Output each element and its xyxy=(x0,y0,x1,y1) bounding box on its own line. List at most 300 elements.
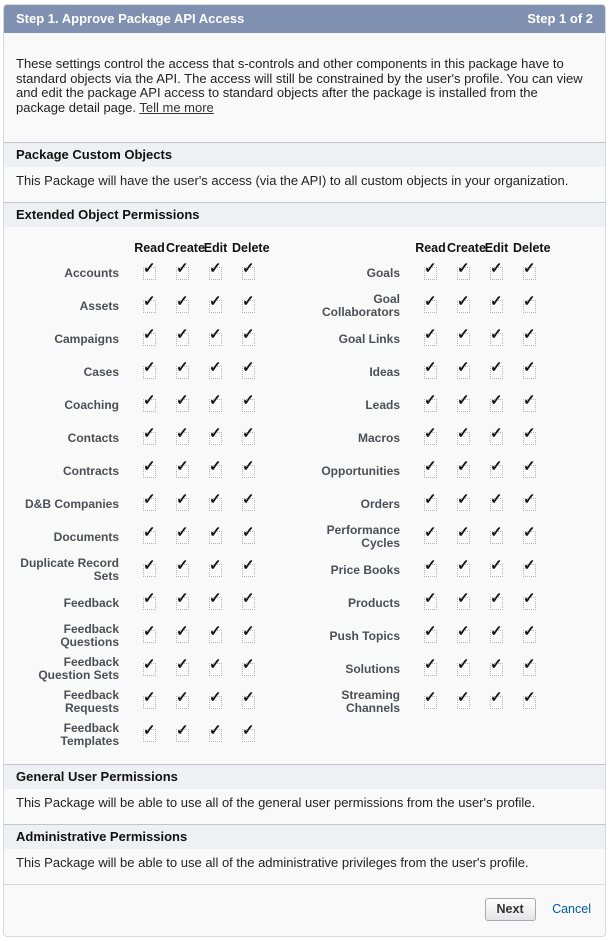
permission-cell xyxy=(166,521,199,554)
checkbox-checked-icon xyxy=(424,655,437,676)
permission-cell xyxy=(480,455,513,488)
checkbox-checked-icon xyxy=(490,325,503,346)
package-custom-objects-text: This Package will have the user's access (via the API) to all custom objects in your organization. xyxy=(16,172,569,188)
step-title-bar xyxy=(4,5,605,33)
checkbox-checked-icon xyxy=(490,688,503,709)
permission-row xyxy=(302,587,546,620)
checkbox-checked-icon xyxy=(209,523,222,544)
checkmark-icon: ✓ xyxy=(143,589,156,607)
permission-cell xyxy=(513,554,546,587)
object-label: Solutions xyxy=(345,661,400,676)
checkbox-checked-icon xyxy=(523,391,536,412)
checkmark-icon: ✓ xyxy=(209,259,222,277)
permission-cell xyxy=(232,323,265,356)
object-label: Goal Links xyxy=(338,331,400,346)
permission-cell xyxy=(480,323,513,356)
permission-cell xyxy=(166,422,199,455)
permission-cell xyxy=(199,290,232,323)
object-label: Goals xyxy=(366,265,400,280)
checkbox-checked-icon xyxy=(209,688,222,709)
checkbox-checked-icon xyxy=(424,358,437,379)
permission-cell xyxy=(513,455,546,488)
checkmark-icon: ✓ xyxy=(143,523,156,541)
permission-cell xyxy=(480,587,513,620)
permission-cell xyxy=(199,323,232,356)
checkbox-checked-icon xyxy=(242,391,255,412)
checkbox-checked-icon xyxy=(176,721,189,742)
tell-me-more-link[interactable]: Tell me more xyxy=(139,100,214,116)
checkmark-icon: ✓ xyxy=(176,457,189,475)
object-label: Orders xyxy=(360,496,400,511)
checkmark-icon: ✓ xyxy=(176,490,189,508)
checkmark-icon: ✓ xyxy=(209,457,222,475)
checkbox-checked-icon xyxy=(143,424,156,445)
checkmark-icon: ✓ xyxy=(242,490,255,508)
extended-object-permissions-grid xyxy=(4,227,605,764)
permission-cell xyxy=(133,257,166,290)
permission-row xyxy=(16,719,265,752)
checkbox-checked-icon xyxy=(242,655,255,676)
checkmark-icon: ✓ xyxy=(176,622,189,640)
checkmark-icon: ✓ xyxy=(242,721,255,739)
permission-cell xyxy=(133,389,166,422)
permission-cell xyxy=(166,488,199,521)
permission-cell xyxy=(199,521,232,554)
checkmark-icon: ✓ xyxy=(176,523,189,541)
checkbox-checked-icon xyxy=(143,325,156,346)
permissions-grid-right xyxy=(302,235,551,752)
checkmark-icon: ✓ xyxy=(242,424,255,442)
checkbox-checked-icon xyxy=(242,457,255,478)
permission-cell xyxy=(447,686,480,719)
permission-cell xyxy=(447,554,480,587)
checkbox-checked-icon xyxy=(242,688,255,709)
checkbox-checked-icon xyxy=(143,292,156,313)
permission-cell xyxy=(166,290,199,323)
checkmark-icon: ✓ xyxy=(242,325,255,343)
checkmark-icon: ✓ xyxy=(457,358,470,376)
checkmark-icon: ✓ xyxy=(209,655,222,673)
checkbox-checked-icon xyxy=(176,556,189,577)
checkbox-checked-icon xyxy=(424,589,437,610)
checkmark-icon: ✓ xyxy=(523,589,536,607)
checkbox-checked-icon xyxy=(457,325,470,346)
footer-action-bar xyxy=(4,884,605,936)
next-button[interactable]: Next xyxy=(485,898,536,921)
permission-cell xyxy=(199,257,232,290)
checkbox-checked-icon xyxy=(490,457,503,478)
checkbox-checked-icon xyxy=(209,292,222,313)
permission-row xyxy=(302,455,546,488)
checkmark-icon: ✓ xyxy=(143,457,156,475)
checkmark-icon: ✓ xyxy=(523,259,536,277)
permission-cell xyxy=(480,686,513,719)
permission-cell xyxy=(133,323,166,356)
checkbox-checked-icon xyxy=(490,292,503,313)
checkmark-icon: ✓ xyxy=(523,457,536,475)
checkmark-icon: ✓ xyxy=(424,655,437,673)
permission-cell xyxy=(447,389,480,422)
checkbox-checked-icon xyxy=(424,622,437,643)
checkmark-icon: ✓ xyxy=(424,589,437,607)
checkbox-checked-icon xyxy=(424,556,437,577)
permission-cell xyxy=(166,356,199,389)
permission-row xyxy=(302,257,546,290)
column-header-read: Read xyxy=(415,240,446,255)
permission-cell xyxy=(166,686,199,719)
checkmark-icon: ✓ xyxy=(424,259,437,277)
checkmark-icon: ✓ xyxy=(424,490,437,508)
permission-row xyxy=(16,422,265,455)
permission-cell xyxy=(133,422,166,455)
checkbox-checked-icon xyxy=(523,325,536,346)
checkbox-checked-icon xyxy=(490,358,503,379)
checkmark-icon: ✓ xyxy=(490,391,503,409)
checkbox-checked-icon xyxy=(209,325,222,346)
permission-cell xyxy=(414,356,447,389)
permission-cell xyxy=(232,290,265,323)
column-header-read: Read xyxy=(134,240,165,255)
checkbox-checked-icon xyxy=(143,622,156,643)
section-header-package-custom-objects: Package Custom Objects xyxy=(4,142,605,167)
object-label: Macros xyxy=(357,430,400,445)
checkbox-checked-icon xyxy=(490,259,503,280)
checkmark-icon: ✓ xyxy=(143,259,156,277)
permission-cell xyxy=(513,620,546,653)
checkmark-icon: ✓ xyxy=(176,292,189,310)
checkmark-icon: ✓ xyxy=(424,622,437,640)
permission-cell xyxy=(447,290,480,323)
permission-cell xyxy=(232,257,265,290)
checkmark-icon: ✓ xyxy=(209,523,222,541)
checkmark-icon: ✓ xyxy=(490,457,503,475)
permission-cell xyxy=(513,356,546,389)
object-label: Coaching xyxy=(64,397,119,412)
permission-cell xyxy=(199,455,232,488)
permission-cell xyxy=(414,653,447,686)
checkmark-icon: ✓ xyxy=(209,490,222,508)
permission-row xyxy=(16,389,265,422)
section-header-general-user-permissions: General User Permissions xyxy=(4,764,605,789)
checkmark-icon: ✓ xyxy=(176,655,189,673)
checkbox-checked-icon xyxy=(457,292,470,313)
permission-row xyxy=(16,455,265,488)
checkbox-checked-icon xyxy=(490,556,503,577)
intro-text: These settings control the access that s-controls and other components in this package have to standard objects via the API. The access will still be constrained by the user's profile. You can view and edit the package API access to standard objects after the package is installed from the package detail page. xyxy=(16,56,583,116)
checkbox-checked-icon xyxy=(242,523,255,544)
checkbox-checked-icon xyxy=(457,655,470,676)
column-header-create: Create xyxy=(166,240,205,255)
permission-row xyxy=(16,620,265,653)
checkbox-checked-icon xyxy=(209,589,222,610)
checkmark-icon: ✓ xyxy=(523,391,536,409)
permission-cell xyxy=(232,554,265,587)
permission-cell xyxy=(232,521,265,554)
checkmark-icon: ✓ xyxy=(523,490,536,508)
object-label: Accounts xyxy=(64,265,119,280)
checkmark-icon: ✓ xyxy=(424,523,437,541)
permission-row xyxy=(302,554,546,587)
permission-cell xyxy=(513,653,546,686)
checkmark-icon: ✓ xyxy=(143,556,156,574)
object-label: Documents xyxy=(53,529,119,544)
object-label: D&B Companies xyxy=(24,496,119,511)
checkbox-checked-icon xyxy=(523,490,536,511)
checkbox-checked-icon xyxy=(523,358,536,379)
permission-cell xyxy=(199,686,232,719)
checkmark-icon: ✓ xyxy=(523,358,536,376)
permission-row xyxy=(16,587,265,620)
checkbox-checked-icon xyxy=(143,358,156,379)
permission-cell xyxy=(232,719,265,752)
permission-cell xyxy=(414,455,447,488)
permission-cell xyxy=(133,356,166,389)
checkmark-icon: ✓ xyxy=(490,358,503,376)
checkmark-icon: ✓ xyxy=(523,622,536,640)
checkmark-icon: ✓ xyxy=(490,490,503,508)
permission-row xyxy=(16,554,265,587)
permission-cell xyxy=(480,620,513,653)
permission-row xyxy=(302,488,546,521)
permission-cell xyxy=(133,620,166,653)
permission-cell xyxy=(199,422,232,455)
checkbox-checked-icon xyxy=(242,358,255,379)
permission-cell xyxy=(513,686,546,719)
checkmark-icon: ✓ xyxy=(143,391,156,409)
checkmark-icon: ✓ xyxy=(242,655,255,673)
permission-cell xyxy=(447,356,480,389)
checkmark-icon: ✓ xyxy=(424,688,437,706)
checkmark-icon: ✓ xyxy=(176,358,189,376)
permission-cell xyxy=(414,686,447,719)
checkbox-checked-icon xyxy=(143,259,156,280)
permission-cell xyxy=(166,389,199,422)
permission-cell xyxy=(480,554,513,587)
permission-row xyxy=(16,686,265,719)
column-header-edit: Edit xyxy=(484,240,509,255)
object-label: Performance Cycles xyxy=(326,523,400,551)
permission-row xyxy=(302,686,546,719)
permission-row xyxy=(302,620,546,653)
permission-cell xyxy=(232,389,265,422)
permission-cell xyxy=(166,587,199,620)
permission-cell xyxy=(166,653,199,686)
checkbox-checked-icon xyxy=(209,391,222,412)
permission-cell xyxy=(513,587,546,620)
permission-cell xyxy=(166,719,199,752)
object-label: Goal Collaborators xyxy=(321,292,400,320)
column-header-edit: Edit xyxy=(203,240,228,255)
checkbox-checked-icon xyxy=(143,556,156,577)
permission-cell xyxy=(232,488,265,521)
permission-cell xyxy=(232,455,265,488)
checkbox-checked-icon xyxy=(242,622,255,643)
checkmark-icon: ✓ xyxy=(457,325,470,343)
checkmark-icon: ✓ xyxy=(490,325,503,343)
checkbox-checked-icon xyxy=(176,259,189,280)
object-label: Products xyxy=(347,595,400,610)
permission-cell xyxy=(199,587,232,620)
administrative-permissions-text: This Package will be able to use all of the administrative privileges from the user's profile. xyxy=(16,854,529,870)
checkbox-checked-icon xyxy=(176,325,189,346)
checkmark-icon: ✓ xyxy=(424,457,437,475)
checkbox-checked-icon xyxy=(523,292,536,313)
permission-cell xyxy=(133,554,166,587)
permission-cell xyxy=(133,653,166,686)
checkbox-checked-icon xyxy=(176,589,189,610)
permission-cell xyxy=(166,620,199,653)
checkmark-icon: ✓ xyxy=(523,688,536,706)
column-header-create: Create xyxy=(447,240,486,255)
permission-row xyxy=(16,521,265,554)
object-label: Streaming Channels xyxy=(341,688,400,716)
wizard-panel xyxy=(3,4,606,937)
checkbox-checked-icon xyxy=(242,556,255,577)
permission-cell xyxy=(199,389,232,422)
permission-cell xyxy=(480,653,513,686)
permission-cell xyxy=(133,719,166,752)
checkbox-checked-icon xyxy=(209,721,222,742)
checkmark-icon: ✓ xyxy=(242,457,255,475)
permission-cell xyxy=(133,521,166,554)
checkmark-icon: ✓ xyxy=(143,292,156,310)
checkbox-checked-icon xyxy=(209,358,222,379)
permission-cell xyxy=(133,686,166,719)
object-label: Leads xyxy=(365,397,400,412)
object-label: Ideas xyxy=(369,364,400,379)
permission-cell xyxy=(513,323,546,356)
checkmark-icon: ✓ xyxy=(209,622,222,640)
permission-cell xyxy=(232,356,265,389)
permission-cell xyxy=(414,488,447,521)
permission-cell xyxy=(414,323,447,356)
checkmark-icon: ✓ xyxy=(424,292,437,310)
checkmark-icon: ✓ xyxy=(209,589,222,607)
checkbox-checked-icon xyxy=(143,589,156,610)
checkmark-icon: ✓ xyxy=(242,292,255,310)
checkmark-icon: ✓ xyxy=(143,721,156,739)
checkbox-checked-icon xyxy=(209,556,222,577)
checkbox-checked-icon xyxy=(523,424,536,445)
checkmark-icon: ✓ xyxy=(143,490,156,508)
object-label: Contacts xyxy=(67,430,119,445)
checkbox-checked-icon xyxy=(523,457,536,478)
permission-cell xyxy=(166,554,199,587)
checkmark-icon: ✓ xyxy=(490,259,503,277)
checkbox-checked-icon xyxy=(490,490,503,511)
checkmark-icon: ✓ xyxy=(457,292,470,310)
checkmark-icon: ✓ xyxy=(490,622,503,640)
checkbox-checked-icon xyxy=(176,292,189,313)
checkbox-checked-icon xyxy=(523,556,536,577)
checkbox-checked-icon xyxy=(424,490,437,511)
checkmark-icon: ✓ xyxy=(176,424,189,442)
checkmark-icon: ✓ xyxy=(209,391,222,409)
checkbox-checked-icon xyxy=(457,358,470,379)
permission-cell xyxy=(414,554,447,587)
permission-cell xyxy=(414,521,447,554)
checkbox-checked-icon xyxy=(457,688,470,709)
permission-cell xyxy=(414,587,447,620)
checkbox-checked-icon xyxy=(523,589,536,610)
checkbox-checked-icon xyxy=(424,523,437,544)
checkmark-icon: ✓ xyxy=(490,292,503,310)
checkmark-icon: ✓ xyxy=(457,424,470,442)
checkmark-icon: ✓ xyxy=(242,688,255,706)
checkbox-checked-icon xyxy=(242,292,255,313)
permission-cell xyxy=(199,554,232,587)
object-label: Feedback Questions xyxy=(60,622,119,650)
object-label: Cases xyxy=(83,364,119,379)
checkmark-icon: ✓ xyxy=(209,325,222,343)
checkbox-checked-icon xyxy=(424,457,437,478)
permission-cell xyxy=(447,620,480,653)
checkmark-icon: ✓ xyxy=(424,424,437,442)
checkbox-checked-icon xyxy=(242,259,255,280)
checkmark-icon: ✓ xyxy=(490,688,503,706)
permission-row xyxy=(302,653,546,686)
checkbox-checked-icon xyxy=(143,688,156,709)
permission-cell xyxy=(133,488,166,521)
checkmark-icon: ✓ xyxy=(176,391,189,409)
checkmark-icon: ✓ xyxy=(457,523,470,541)
cancel-link[interactable]: Cancel xyxy=(552,901,591,916)
checkmark-icon: ✓ xyxy=(490,424,503,442)
permission-cell xyxy=(447,455,480,488)
checkbox-checked-icon xyxy=(424,391,437,412)
checkbox-checked-icon xyxy=(457,556,470,577)
checkbox-checked-icon xyxy=(176,457,189,478)
permission-cell xyxy=(447,521,480,554)
checkbox-checked-icon xyxy=(457,259,470,280)
section-header-administrative-permissions: Administrative Permissions xyxy=(4,824,605,849)
checkbox-checked-icon xyxy=(176,655,189,676)
permission-row xyxy=(16,290,265,323)
checkmark-icon: ✓ xyxy=(457,259,470,277)
checkmark-icon: ✓ xyxy=(523,424,536,442)
permission-cell xyxy=(513,488,546,521)
permission-cell xyxy=(414,290,447,323)
checkmark-icon: ✓ xyxy=(490,589,503,607)
checkbox-checked-icon xyxy=(143,655,156,676)
checkmark-icon: ✓ xyxy=(490,556,503,574)
checkmark-icon: ✓ xyxy=(209,556,222,574)
checkmark-icon: ✓ xyxy=(209,424,222,442)
checkbox-checked-icon xyxy=(143,457,156,478)
permission-cell xyxy=(447,653,480,686)
permission-cell xyxy=(199,488,232,521)
permission-cell xyxy=(199,719,232,752)
checkbox-checked-icon xyxy=(176,490,189,511)
checkbox-checked-icon xyxy=(242,424,255,445)
permission-cell xyxy=(480,422,513,455)
permission-row xyxy=(302,422,546,455)
checkmark-icon: ✓ xyxy=(143,424,156,442)
checkmark-icon: ✓ xyxy=(424,391,437,409)
checkmark-icon: ✓ xyxy=(457,688,470,706)
permission-cell xyxy=(480,521,513,554)
permission-cell xyxy=(232,686,265,719)
checkmark-icon: ✓ xyxy=(209,688,222,706)
permission-row xyxy=(302,389,546,422)
checkmark-icon: ✓ xyxy=(490,523,503,541)
object-label: Feedback xyxy=(63,595,119,610)
permission-row xyxy=(302,290,546,323)
checkmark-icon: ✓ xyxy=(176,589,189,607)
permission-row xyxy=(302,356,546,389)
checkbox-checked-icon xyxy=(457,424,470,445)
permission-cell xyxy=(447,323,480,356)
